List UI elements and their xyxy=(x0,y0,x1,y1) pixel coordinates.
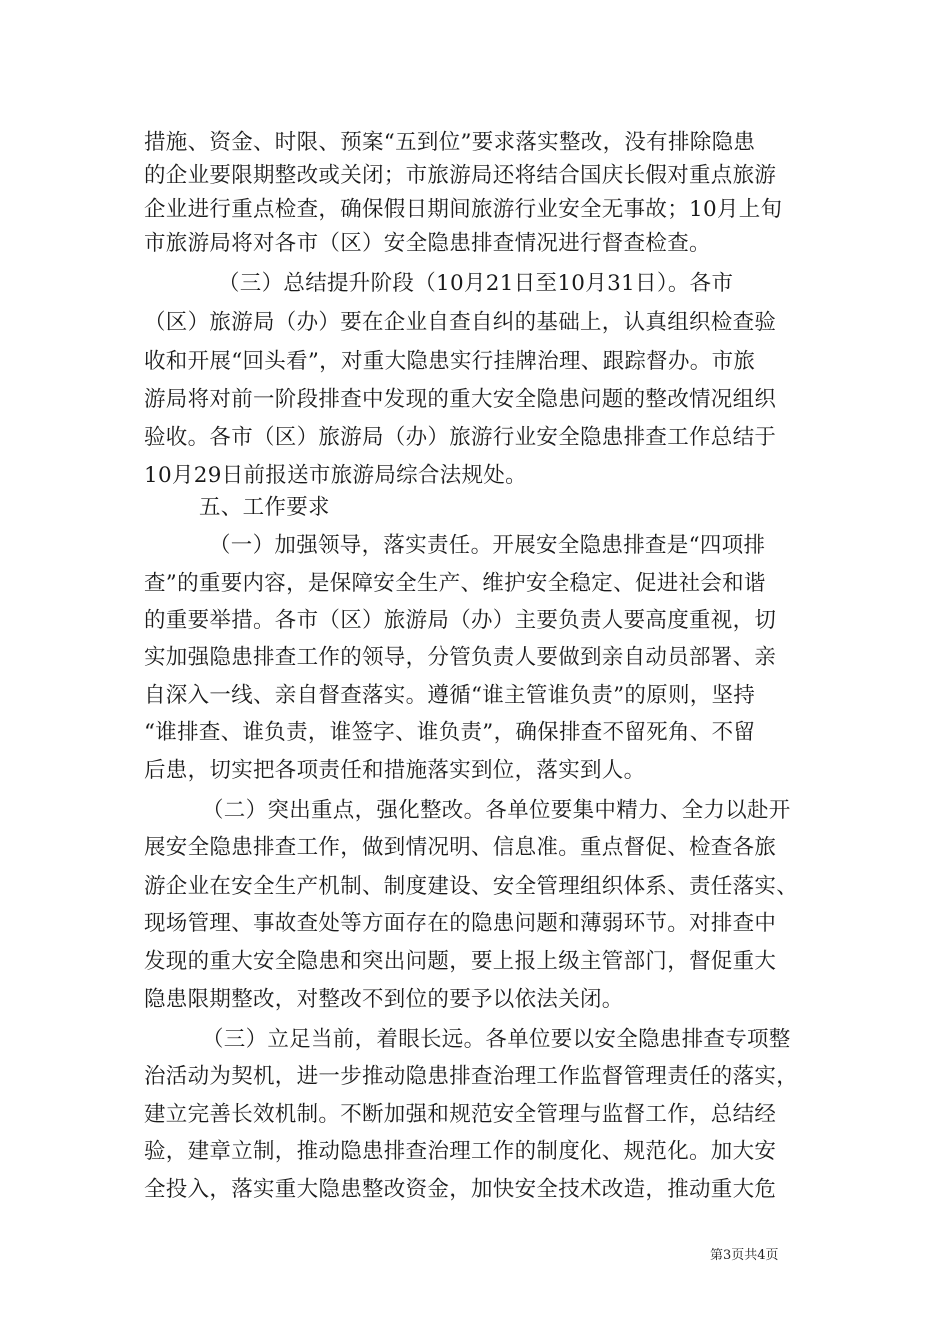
text-line: 后患，切实把各项责任和措施落实到位，落实到人。 xyxy=(144,758,646,783)
subsection-heading-line: （三）立足当前，着眼长远。各单位要以安全隐患排查专项整 xyxy=(202,1027,791,1052)
text-line: 现场管理、事故查处等方面存在的隐患问题和薄弱环节。对排查中 xyxy=(144,911,777,936)
text-line: 全投入，落实重大隐患整改资金，加快安全技术改造，推动重大危 xyxy=(144,1177,777,1202)
text-line: 实加强隐患排查工作的领导，分管负责人要做到亲自动员部署、亲 xyxy=(144,645,777,670)
text-line: 措施、资金、时限、预案“五到位”要求落实整改，没有排除隐患 xyxy=(144,130,756,155)
subsection-heading-line: （二）突出重点，强化整改。各单位要集中精力、全力以赴开 xyxy=(202,798,791,823)
text-line: 企业进行重点检查，确保假日期间旅游行业安全无事故；10月上旬 xyxy=(144,197,783,222)
text-line: 发现的重大安全隐患和突出问题，要上报上级主管部门，督促重大 xyxy=(144,949,777,974)
text-line: 治活动为契机，进一步推动隐患排查治理工作监督管理责任的落实， xyxy=(144,1064,799,1089)
text-line: 隐患限期整改，对整改不到位的要予以依法关闭。 xyxy=(144,987,624,1012)
text-line: 的企业要限期整改或关闭；市旅游局还将结合国庆长假对重点旅游 xyxy=(144,163,777,188)
text-line: 游企业在安全生产机制、制度建设、安全管理组织体系、责任落实、 xyxy=(144,874,799,899)
section-heading: 五、工作要求 xyxy=(199,495,330,520)
text-line: （区）旅游局（办）要在企业自查自纠的基础上，认真组织检查验 xyxy=(144,310,777,335)
page-number: 第3页共4页 xyxy=(710,1248,779,1263)
text-line: 的重要举措。各市（区）旅游局（办）主要负责人要高度重视，切 xyxy=(144,608,777,633)
text-line: 收和开展“回头看”，对重大隐患实行挂牌治理、跟踪督办。市旅 xyxy=(144,349,756,374)
text-line: 自深入一线、亲自督查落实。遵循“谁主管谁负责”的原则，坚持 xyxy=(144,683,756,708)
subsection-heading-line: （三）总结提升阶段（10月21日至10月31日）。各市 xyxy=(218,271,734,296)
text-line: 验，建章立制，推动隐患排查治理工作的制度化、规范化。加大安 xyxy=(144,1139,777,1164)
text-line: 建立完善长效机制。不断加强和规范安全管理与监督工作，总结经 xyxy=(144,1102,777,1127)
text-line: 游局将对前一阶段排查中发现的重大安全隐患问题的整改情况组织 xyxy=(144,387,777,412)
text-line: 市旅游局将对各市（区）安全隐患排查情况进行督查检查。 xyxy=(144,231,711,256)
text-line: 10月29日前报送市旅游局综合法规处。 xyxy=(144,463,527,488)
text-line: 展安全隐患排查工作，做到情况明、信息准。重点督促、检查各旅 xyxy=(144,835,777,860)
text-line: “谁排查、谁负责，谁签字、谁负责”，确保排查不留死角、不留 xyxy=(144,720,756,745)
subsection-heading-line: （一）加强领导，落实责任。开展安全隐患排查是“四项排 xyxy=(209,533,766,558)
text-line: 验收。各市（区）旅游局（办）旅游行业安全隐患排查工作总结于 xyxy=(144,425,777,450)
text-line: 查”的重要内容，是保障安全生产、维护安全稳定、促进社会和谐 xyxy=(144,571,766,596)
